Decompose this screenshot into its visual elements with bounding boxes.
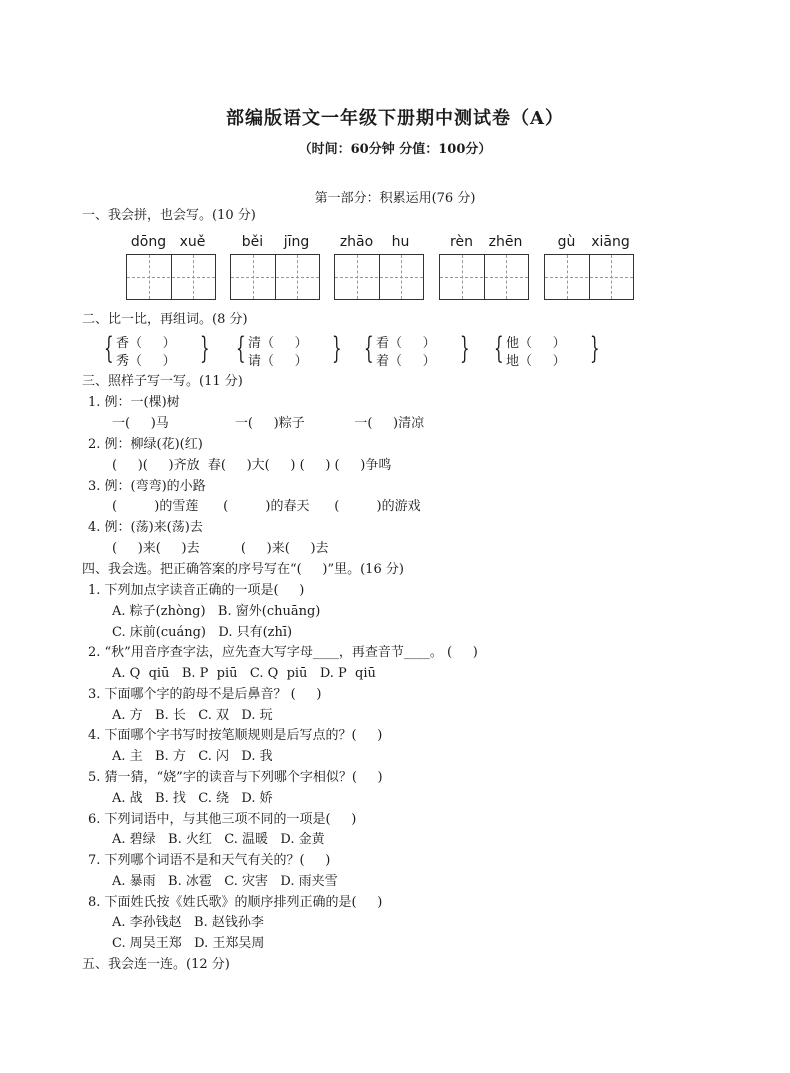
- compare-word[interactable]: 他（ ）: [506, 336, 566, 351]
- q2-heading: 二、比一比，再组词。(8 分): [82, 312, 248, 327]
- q4-question: 5. 猜一猜，“娆”字的读音与下列哪个字相似？( ): [88, 770, 383, 785]
- q4-question: 7. 下列哪个词语不是和天气有关的？( ): [88, 853, 331, 868]
- pinyin: xiāng: [591, 234, 630, 250]
- compare-pair-4: { 他（ ） 地（ ） }: [494, 331, 600, 369]
- compare-pair-3: { 看（ ） 着（ ） }: [364, 331, 470, 369]
- writing-grid[interactable]: [439, 254, 529, 300]
- q3-example: 2. 例：柳绿(花)(红): [88, 437, 203, 452]
- writing-grid[interactable]: [334, 254, 424, 300]
- q4-options: A. 粽子(zhòng) B. 窗外(chuāng): [112, 604, 321, 619]
- q4-options: A. 主 B. 方 C. 闪 D. 我: [112, 749, 273, 764]
- pinyin: rèn: [450, 234, 473, 250]
- compare-word[interactable]: 着（ ）: [376, 354, 436, 369]
- q4-options: A. Q qiū B. P piū C. Q piū D. P qiū: [112, 666, 376, 681]
- pinyin: jīng: [283, 234, 310, 250]
- q4-question: 6. 下列词语中，与其他三项不同的一项是( ): [88, 812, 357, 827]
- pinyin: zhēn: [488, 234, 523, 250]
- q3-answer-line[interactable]: ( )( )齐放 春( )大( ) ( ) ( )争鸣: [112, 458, 392, 473]
- q4-heading: 四、我会选。把正确答案的序号写在“( )”里。(16 分): [82, 562, 404, 577]
- writing-grid[interactable]: [230, 254, 320, 300]
- pinyin: zhāo: [339, 234, 374, 250]
- compare-word[interactable]: 请（ ）: [248, 354, 308, 369]
- q4-options: A. 李孙钱赵 B. 赵钱孙李: [112, 915, 264, 930]
- pinyin: dōng: [130, 234, 167, 250]
- q4-question: 4. 下面哪个字书写时按笔顺规则是后写点的？( ): [88, 728, 383, 743]
- part-heading: 第一部分：积累运用(76 分): [314, 191, 476, 206]
- q3-example: 4. 例：(荡)来(荡)去: [88, 520, 203, 535]
- writing-grid[interactable]: [126, 254, 216, 300]
- q4-options: A. 碧绿 B. 火红 C. 温暖 D. 金黄: [112, 832, 325, 847]
- q4-options: C. 周吴王郑 D. 王郑吴周: [112, 936, 265, 951]
- q3-answer-line[interactable]: ( )的雪莲 ( )的春天 ( )的游戏: [112, 499, 421, 514]
- q3-example: 1. 例：一(棵)树: [88, 395, 180, 410]
- compare-pair-1: { 香（ ） 秀（ ） }: [104, 331, 210, 369]
- q1-heading: 一、我会拼，也会写。(10 分): [82, 208, 256, 223]
- compare-word[interactable]: 地（ ）: [506, 354, 566, 369]
- q4-question: 8. 下面姓氏按《姓氏歌》的顺序排列正确的是( ): [88, 895, 383, 910]
- q4-question: 3. 下面哪个字的韵母不是后鼻音？ ( ): [88, 687, 322, 702]
- q3-answer-line[interactable]: 一( )马 一( )粽子 一( )清凉: [112, 416, 425, 431]
- q4-options: C. 床前(cuáng) D. 只有(zhī): [112, 625, 293, 640]
- compare-word[interactable]: 香（ ）: [116, 336, 176, 351]
- pinyin: hu: [391, 234, 410, 250]
- pinyin: xuě: [179, 234, 206, 250]
- q4-options: A. 战 B. 找 C. 绕 D. 娇: [112, 791, 273, 806]
- q4-options: A. 方 B. 长 C. 双 D. 玩: [112, 708, 273, 723]
- q3-answer-line[interactable]: ( )来( )去 ( )来( )去: [112, 541, 329, 556]
- compare-word[interactable]: 秀（ ）: [116, 354, 176, 369]
- pinyin: běi: [241, 234, 264, 250]
- pinyin: gù: [557, 234, 576, 250]
- q3-example: 3. 例：(弯弯)的小路: [88, 479, 206, 494]
- compare-word[interactable]: 看（ ）: [376, 336, 436, 351]
- compare-word[interactable]: 清（ ）: [248, 336, 308, 351]
- compare-pair-2: { 清（ ） 请（ ） }: [236, 331, 342, 369]
- exam-subtitle: （时间：60分钟 分值：100分）: [298, 142, 492, 157]
- writing-grid[interactable]: [544, 254, 634, 300]
- q4-options: A. 暴雨 B. 冰雹 C. 灾害 D. 雨夹雪: [112, 874, 338, 889]
- q4-question: 2. “秋”用音序查字法，应先查大写字母____，再查音节____。 ( ): [88, 645, 478, 660]
- q3-heading: 三、照样子写一写。(11 分): [82, 374, 243, 389]
- q5-heading: 五、我会连一连。(12 分): [82, 957, 230, 972]
- q4-question: 1. 下列加点字读音正确的一项是( ): [88, 583, 305, 598]
- exam-title: 部编版语文一年级下册期中测试卷（A）: [226, 108, 564, 129]
